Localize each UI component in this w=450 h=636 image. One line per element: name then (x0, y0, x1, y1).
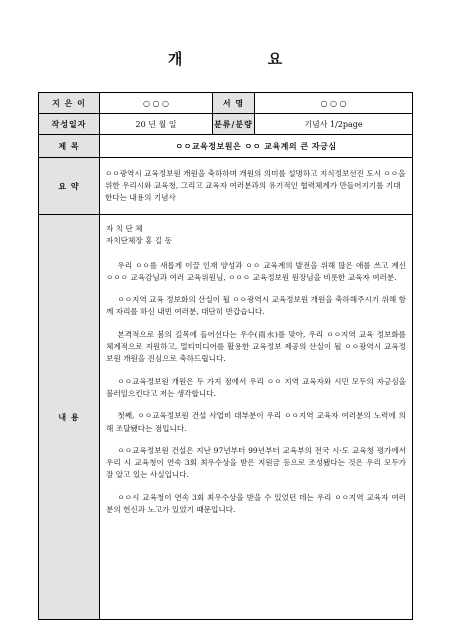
title-value: ㅇㅇ교육정보원은 ㅇㅇ 교육계의 큰 자긍심 (100, 135, 413, 158)
body-paragraph: ㅇㅇ교육정보원 건설은 지난 97년부터 99년부터 교육부의 전국 시·도 교육청 평가에서 우리 시 교육청이 연속 3회 최우수상을 받은 지원금 등으로 조성됐다는 것은 우리 모두가 잘 알고 있는 사실입니다. (106, 445, 406, 480)
category-label: 분류/분량 (213, 114, 255, 135)
summary-text: ㅇㅇ광역시 교육정보원 개원을 축하하며 개원의 의미를 설명하고 지식정보선진 도시 ㅇㅇ을 위한 우리시와 교육청, 그리고 교육자 여러분과의 유기적인 협력체계가 만들어지기를 기대한다는 내용의 기념사 (105, 169, 406, 202)
date-label: 작성일자 (39, 114, 100, 135)
body-speaker: 자치단체장 홍 길 동 (106, 236, 172, 246)
body-paragraph: ㅇㅇ지역 교육 정보화의 산실이 될 ㅇㅇ광역시 교육정보원 개원을 축하해주시기 위해 함께 자리를 하신 내빈 여러분, 대단히 반갑습니다. (106, 295, 406, 317)
body-content (100, 215, 412, 619)
author-value: ○ ○ ○ (100, 93, 213, 114)
body-paragraph: 첫째, ㅇㅇ교육정보원 건설 사업비 대부분이 우리 ㅇㅇ지역 교육자 여러분의 노력에 의해 조달됐다는 점입니다. (106, 411, 406, 433)
summary-label: 요 약 (39, 158, 100, 215)
page-title: 개 요 (167, 50, 323, 68)
signature-value: ○ ○ ○ (255, 93, 413, 114)
summary-cell (100, 158, 413, 215)
body-paragraph: 우리 ㅇㅇ를 새롭게 이끌 인재 양성과 ㅇㅇ 교육계의 발전을 위해 많은 애를 쓰고 계신 ㅇㅇㅇ 교육감님과 여러 교육위원님, ㅇㅇㅇ 교육정보원 원장님을 비롯한 교육자 여러분. (106, 260, 406, 282)
body-paragraph: ㅇㅇ교육정보원 개원은 두 가지 점에서 우리 ㅇㅇ 지역 교육자와 시민 모두의 자긍심을 불러일으킨다고 저는 생각합니다. (106, 376, 406, 398)
body-paragraph: 본격적으로 봄의 길목에 들어선다는 우수(雨水)를 맞아, 우리 ㅇㅇ지역 교육 정보화를 체계적으로 지원하고, 멀티미디어를 활용한 교육정보 제공의 산실이 될 ㅇㅇ광역시 교육정보원 개원을 진심으로 축하드립니다. (106, 329, 406, 364)
author-label: 지 은 이 (39, 93, 100, 114)
body-organization: 자 치 단 체 (106, 224, 143, 233)
body-cell (100, 215, 413, 620)
category-value: 기념사 1/2page (255, 114, 413, 135)
signature-label: 서 명 (213, 93, 255, 114)
body-label: 내 용 (39, 215, 100, 620)
overview-form-table (38, 92, 413, 620)
date-value: 20 년 월 일 (100, 114, 213, 135)
body-paragraph: ㅇㅇ시 교육청이 연속 3회 최우수상을 받을 수 있었던 데는 우리 ㅇㅇ지역 교육자 여러분의 헌신과 노고가 있었기 때문입니다. (106, 492, 406, 515)
title-label: 제 목 (39, 135, 100, 158)
